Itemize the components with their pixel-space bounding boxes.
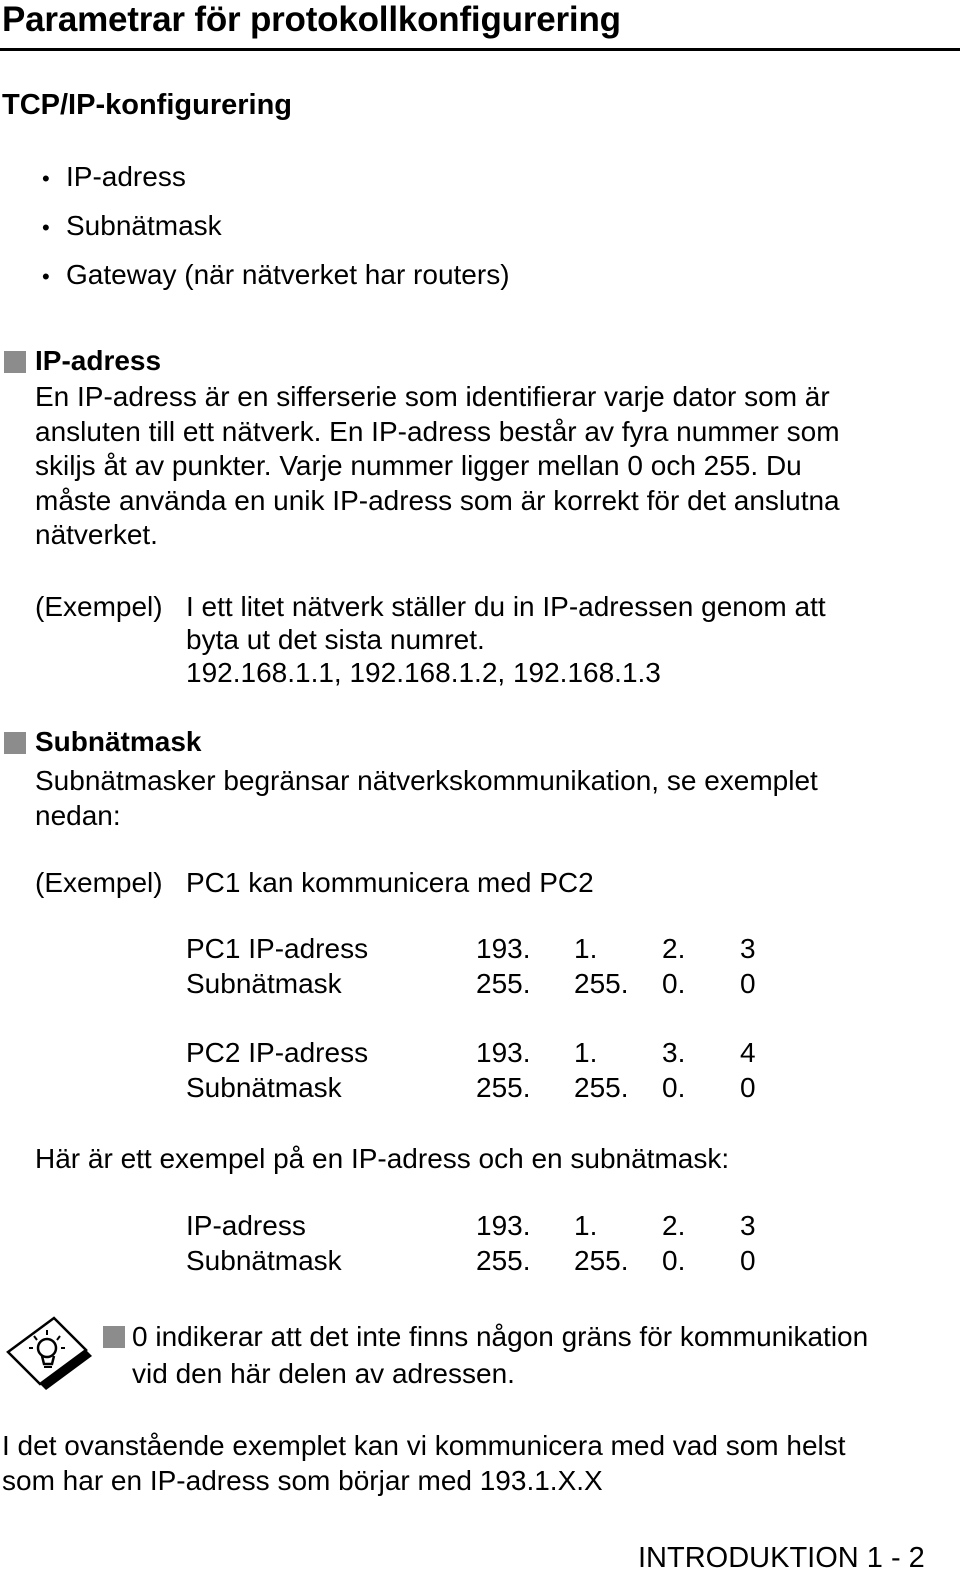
bullet-dot-icon: • <box>42 215 50 240</box>
octet: 3. <box>662 1037 686 1068</box>
octet: 0 <box>740 968 756 999</box>
octet: 2. <box>662 933 686 964</box>
octet: 0 <box>740 1072 756 1103</box>
square-bullet-icon <box>4 732 26 754</box>
text-line: 0 indikerar att det inte finns någon gräns för kommunikation <box>132 1321 869 1352</box>
page-footer: INTRODUKTION 1 - 2 <box>638 1542 925 1574</box>
row-label: PC1 IP-adress <box>186 933 369 964</box>
text-line: byta ut det sista numret. <box>186 624 485 655</box>
subnet-heading: Subnätmask <box>35 726 202 757</box>
text-line: I det ovanstående exemplet kan vi kommunicera med vad som helst <box>2 1430 846 1461</box>
note-text <box>132 1318 868 1392</box>
row-label: Subnätmask <box>186 968 342 999</box>
row-label: Subnätmask <box>186 1245 342 1276</box>
text-line: vid den här delen av adressen. <box>132 1358 515 1389</box>
row-label: Subnätmask <box>186 1072 342 1103</box>
octet: 3 <box>740 1210 756 1241</box>
title-rule <box>0 48 960 51</box>
octet: 1. <box>574 1037 598 1068</box>
text-line: I ett litet nätverk ställer du in IP-adressen genom att <box>186 591 826 622</box>
octet: 1. <box>574 933 598 964</box>
text-line: En IP-adress är en sifferserie som identifierar varje dator som är <box>35 381 830 412</box>
row-label: IP-adress <box>186 1210 306 1241</box>
octet: 193. <box>476 933 531 964</box>
octet: 0. <box>662 968 686 999</box>
subnet-example-text: PC1 kan kommunicera med PC2 <box>186 867 594 898</box>
text-line: nedan: <box>35 800 121 831</box>
section-title: TCP/IP-konfigurering <box>2 89 292 121</box>
text-line: måste använda en unik IP-adress som är korrekt för det anslutna <box>35 484 840 516</box>
text-line: nätverket. <box>35 519 158 550</box>
row-label: PC2 IP-adress <box>186 1037 369 1068</box>
bullet-text: Subnätmask <box>66 210 222 241</box>
octet: 4 <box>740 1037 756 1068</box>
octet: 3 <box>740 933 756 964</box>
octet: 193. <box>476 1037 531 1068</box>
octet: 193. <box>476 1210 531 1241</box>
bullet-dot-icon: • <box>42 264 50 289</box>
square-bullet-icon <box>103 1326 125 1348</box>
closing-paragraph <box>2 1428 846 1498</box>
text-line: ansluten till ett nätverk. En IP-adress består av fyra nummer som <box>35 415 840 447</box>
subnet-description <box>35 763 818 833</box>
square-bullet-icon <box>4 351 26 373</box>
ip-example-text <box>186 590 826 689</box>
text-line: 192.168.1.1, 192.168.1.2, 192.168.1.3 <box>186 657 661 688</box>
lightbulb-note-icon <box>4 1316 96 1392</box>
octet: 255. <box>574 968 629 999</box>
octet: 0. <box>662 1072 686 1103</box>
octet: 255. <box>574 1072 629 1103</box>
octet: 255. <box>574 1245 629 1276</box>
octet: 1. <box>574 1210 598 1241</box>
octet: 255. <box>476 1245 531 1276</box>
ip-example-label: (Exempel) <box>35 591 163 622</box>
text-line: Subnätmasker begränsar nätverkskommunikation, se exemplet <box>35 765 818 796</box>
bullet-text: IP-adress <box>66 161 186 192</box>
bullet-text: Gateway (när nätverket har routers) <box>66 259 510 290</box>
octet: 2. <box>662 1210 686 1241</box>
text-line: som har en IP-adress som börjar med 193.1.X.X <box>2 1465 603 1496</box>
bullet-dot-icon: • <box>42 166 50 191</box>
octet: 255. <box>476 968 531 999</box>
text-line: skiljs åt av punkter. Varje nummer ligger mellan 0 och 255. Du <box>35 450 802 481</box>
ip-description <box>35 380 840 553</box>
page-title: Parametrar för protokollkonfigurering <box>2 0 621 39</box>
ip-heading: IP-adress <box>35 345 162 376</box>
octet: 0 <box>740 1245 756 1276</box>
octet: 0. <box>662 1245 686 1276</box>
octet: 255. <box>476 1072 531 1103</box>
subnet-intro-2: Här är ett exempel på en IP-adress och en subnätmask: <box>35 1143 730 1174</box>
subnet-example-label: (Exempel) <box>35 867 163 898</box>
